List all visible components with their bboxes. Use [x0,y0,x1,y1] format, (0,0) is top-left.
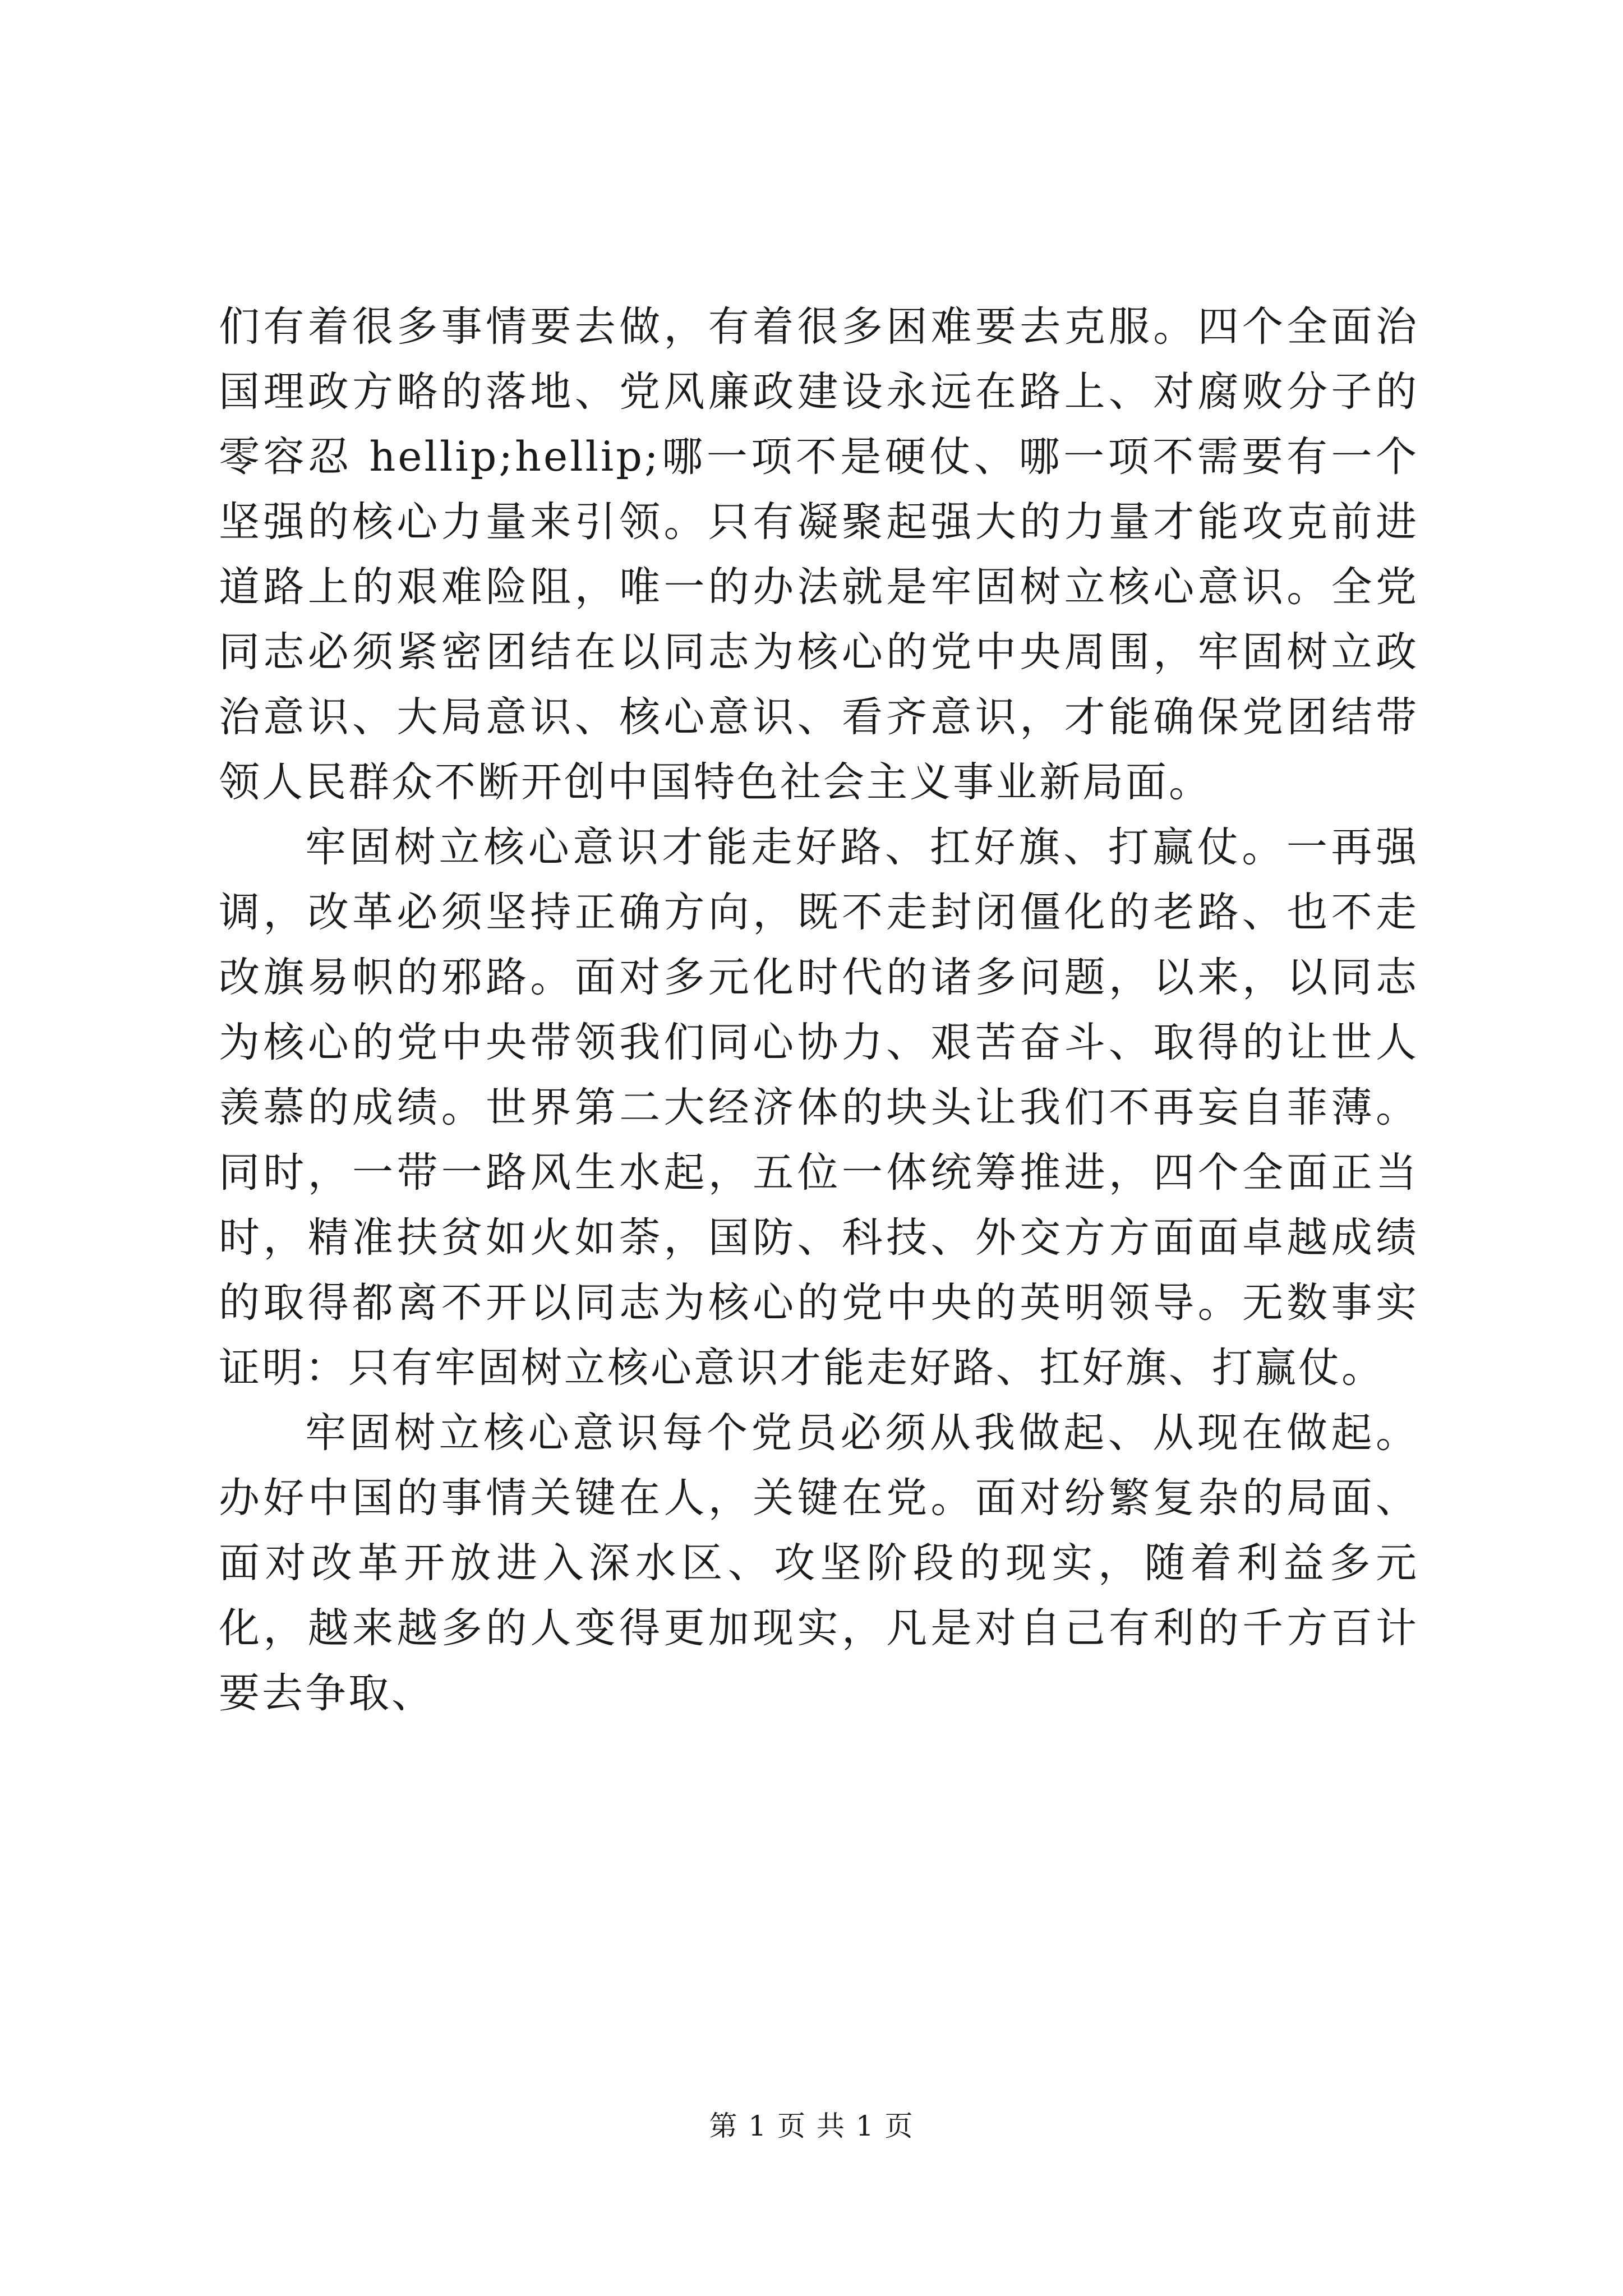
document-body [219,295,1419,1726]
paragraph-2: 牢固树立核心意识才能走好路、扛好旗、打赢仗。一再强调，改革必须坚持正确方向，既不走封闭僵化的老路、也不走改旗易帜的邪路。面对多元化时代的诸多问题，以来，以同志为核心的党中央带领我们同心协力、艰苦奋斗、取得的让世人羡慕的成绩。世界第二大经济体的块头让我们不再妄自菲薄。同时，一带一路风生水起，五位一体统筹推进，四个全面正当时，精准扶贫如火如荼，国防、科技、外交方方面面卓越成绩的取得都离不开以同志为核心的党中央的英明领导。无数事实证明：只有牢固树立核心意识才能走好路、扛好旗、打赢仗。 [219,823,1419,1392]
paragraph-3: 牢固树立核心意识每个党员必须从我做起、从现在做起。办好中国的事情关键在人，关键在党。面对纷繁复杂的局面、面对改革开放进入深水区、攻坚阶段的现实，随着利益多元化，越来越多的人变得更加现实，凡是对自己有利的千方百计要去争取、 [219,1409,1419,1717]
paragraph-1: 们有着很多事情要去做，有着很多困难要去克服。四个全面治国理政方略的落地、党风廉政建设永远在路上、对腐败分子的零容忍 hellip;hellip;哪一项不是硬仗、哪一项不需要有一个坚强的核心力量来引领。只有凝聚起强大的力量才能攻克前进道路上的艰难险阻，唯一的办法就是牢固树立核心意识。全党同志必须紧密团结在以同志为核心的党中央周围，牢固树立政治意识、大局意识、核心意识、看齐意识，才能确保党团结带领人民群众不断开创中国特色社会主义事业新局面。 [219,303,1419,806]
page-footer: 第 1 页 共 1 页 [709,2110,914,2142]
